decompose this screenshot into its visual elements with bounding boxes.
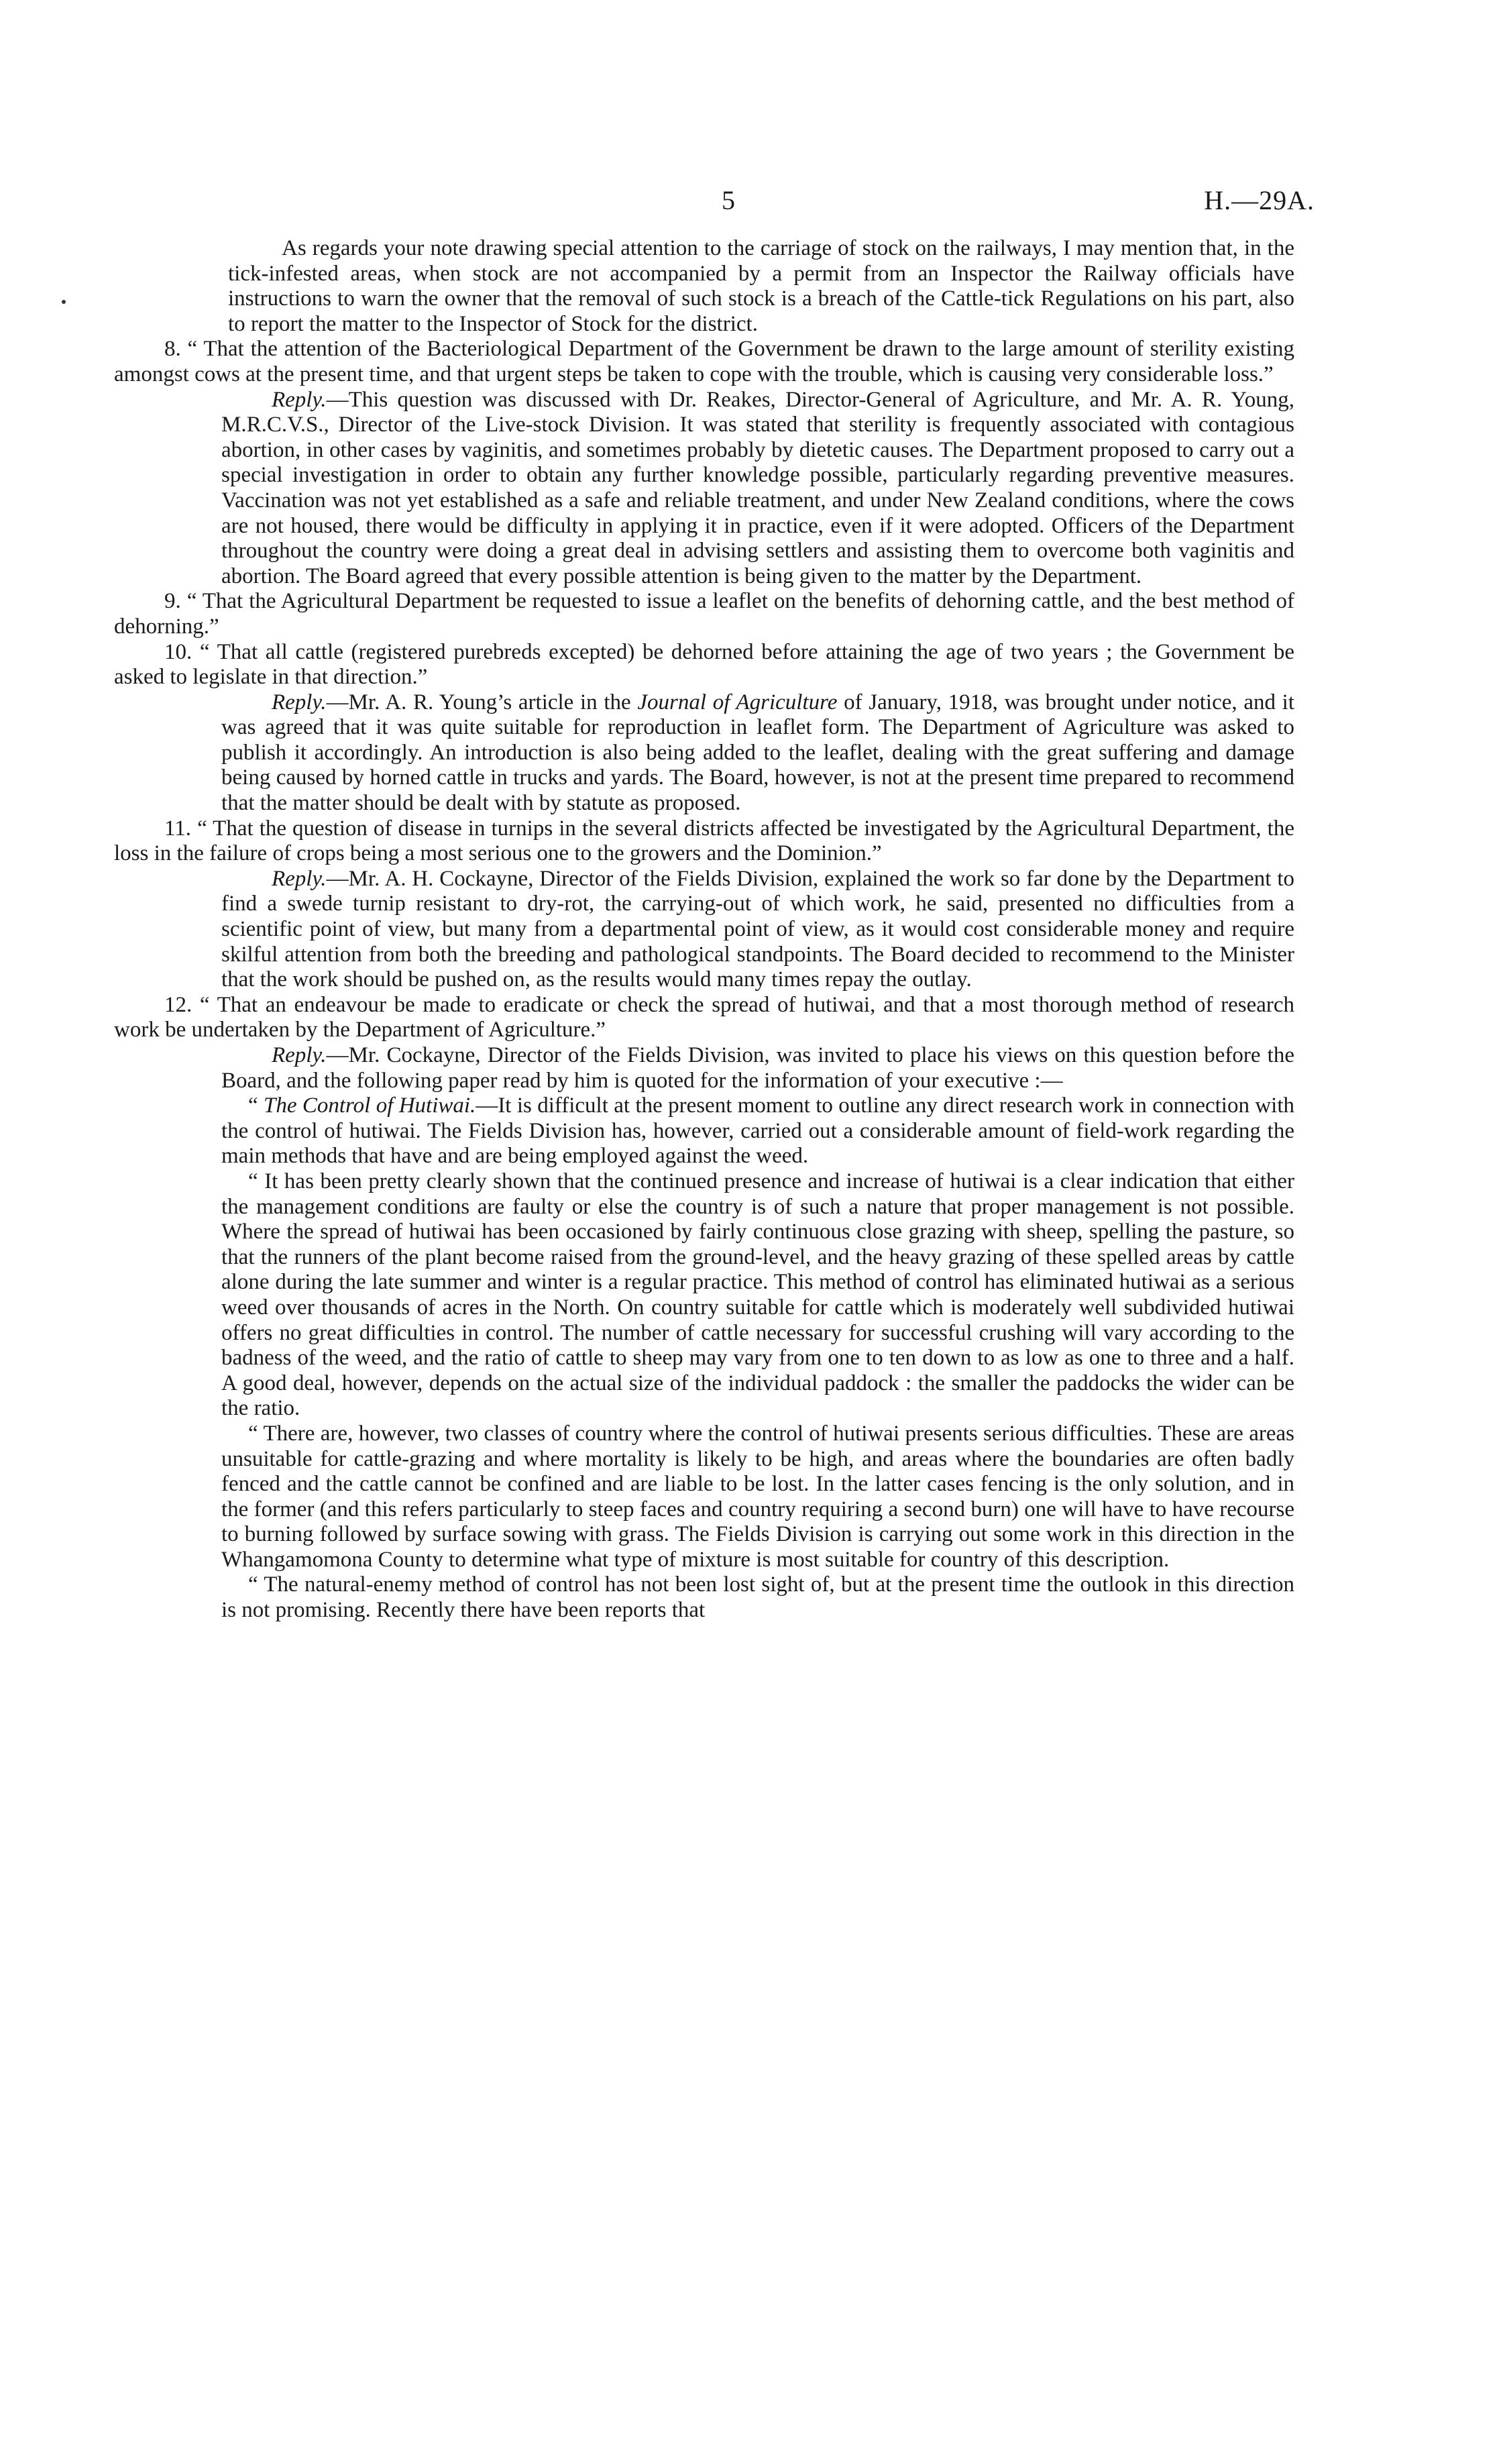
document-reference: H.—29A. [1204, 185, 1315, 215]
item-8: 8. “ That the attention of the Bacteriological Department of the Government be drawn to the large amount of sterility existing amongst cows at the present time, and that urgent steps be taken to cope with the trouble, which is causing very considerable loss.” [114, 337, 1294, 386]
reply-label: Reply. [272, 1043, 327, 1067]
reply-text: —Mr. A. R. Young’s article in the [326, 690, 638, 714]
quote-title: The Control of Hutiwai. [264, 1093, 476, 1118]
reply-11 [114, 867, 1294, 993]
reply-12 [114, 1043, 1294, 1093]
quote-paragraph-2: “ It has been pretty clearly shown that the continued presence and increase of hutiwai is a clear indication that either the management conditions are faulty or else the country is of such a nature that proper management is not possible. Where the spread of hutiwai has been occasioned by fairly continuous close grazing with sheep, spelling the pasture, so that the runners of the plant become raised from the ground-level, and the heavy grazing of these spelled areas by cattle alone during the late summer and winter is a regular practice. This method of control has eliminated hutiwai as a serious weed over thousands of acres in the North. On country suitable for cattle which is moderately well subdivided hutiwai offers no great difficulties in control. The number of cattle necessary for successful crushing will vary according to the badness of the weed, and the ratio of cattle to sheep may vary from one to ten down to as low as one to three and a half. A good deal, however, depends on the actual size of the individual paddock : the smaller the paddocks the wider can be the ratio. [221, 1169, 1294, 1421]
item-12: 12. “ That an endeavour be made to eradicate or check the spread of hutiwai, and that a most thorough method of research work be undertaken by the Department of Agriculture.” [114, 992, 1294, 1042]
quote-text: —It is difficult at the present moment to outline any direct research work in connection with the control of hutiwai. The Fields Division has, however, carried out a considerable amount of field-work regarding the main methods that have and are being employed against the weed. [221, 1093, 1294, 1169]
reply-text: —Mr. A. H. Cockayne, Director of the Fields Division, explained the work so far done by the Department to find a swede turnip resistant to dry-rot, the carrying-out of which work, he said, presented no difficulties from a scientific point of view, but many from a departmental point of view, as it would cost considerable money and require skilful attention from both the breeding and pathological standpoints. The Board decided to recommend to the Minister that the work should be pushed on, as the results would many times repay the outlay. [221, 866, 1294, 992]
item-11: 11. “ That the question of disease in turnips in the several districts affected be investigated by the Agricultural Department, the loss in the failure of crops being a most serious one to the growers and the Dominion.” [114, 816, 1294, 866]
quote-paragraph-4: “ The natural-enemy method of control has not been lost sight of, but at the present time the outlook in this direction is not promising. Recently there have been reports that [221, 1572, 1294, 1623]
reply-text: —This question was discussed with Dr. Reakes, Director-General of Agriculture, and Mr. A. R. Young, M.R.C.V.S., Director of the Live-stock Division. It was stated that sterility is frequently associated with contagious abortion, in other cases by vaginitis, and sometimes probably by dietetic causes. The Department proposed to carry out a special investigation in order to obtain any further knowledge possible, particularly regarding preventive measures. Vaccination was not yet established as a safe and reliable treatment, and under New Zealand conditions, where the cows are not housed, there would be difficulty in applying it in practice, even if it were adopted. Officers of the Department throughout the country were doing a great deal in advising settlers and assisting them to overcome both vaginitis and abortion. The Board agreed that every possible attention is being given to the matter by the Department. [221, 387, 1294, 588]
reply-text-cont: of January, 1918, was brought under notice, and it was agreed that it was quite suitable for reproduction in leaflet form. The Department of Agriculture was asked to publish it accordingly. An introduction is also being added to the leaflet, dealing with the great suffering and damage being caused by horned cattle in trucks and yards. The Board, however, is not at the present time prepared to recommend that the matter should be dealt with by statute as proposed. [221, 690, 1294, 816]
item-9: 9. “ That the Agricultural Department be requested to issue a leaflet on the benefits of dehorning cattle, and the best method of dehorning.” [114, 589, 1294, 639]
page-number: 5 [722, 185, 735, 215]
document-body [114, 236, 1294, 1623]
reply-8 [114, 388, 1294, 590]
intro-paragraph: As regards your note drawing special attention to the carriage of stock on the railways, I may mention that, in the tick-infested areas, when stock are not accompanied by a permit from an Inspector the Railway officials have instructions to warn the owner that the removal of such stock is a breach of the Cattle-tick Regulations on his part, also to report the matter to the Inspector of Stock for the district. [228, 236, 1294, 336]
quote-paragraph-1: “ The Control of Hutiwai.—It is difficult at the present moment to outline any direct research work in connection with the control of hutiwai. The Fields Division has, however, carried out a considerable amount of field-work regarding the main methods that have and are being employed against the weed. [221, 1093, 1294, 1169]
item-10: 10. “ That all cattle (registered purebreds excepted) be dehorned before attaining the age of two years ; the Government be asked to legislate in that direction.” [114, 639, 1294, 690]
margin-mark [62, 300, 66, 304]
reply-text: —Mr. Cockayne, Director of the Fields Division, was invited to place his views on this question before the Board, and the following paper read by him is quoted for the information of your executive :— [221, 1043, 1294, 1093]
reply-label: Reply. [272, 690, 327, 714]
reply-label: Reply. [272, 866, 327, 891]
reply-label: Reply. [272, 387, 327, 412]
journal-title: Journal of Agriculture [637, 690, 838, 714]
reply-10 [114, 690, 1294, 816]
quote-paragraph-3: “ There are, however, two classes of country where the control of hutiwai presents serious difficulties. These are areas unsuitable for cattle-grazing and where mortality is likely to be high, and areas where the boundaries are often badly fenced and the cattle cannot be confined and are liable to be lost. In the latter cases fencing is the only solution, and in the former (and this refers particularly to steep faces and country requiring a second burn) one will have to have recourse to burning followed by surface sowing with grass. The Fields Division is carrying out some work in this direction in the Whangamomona County to determine what type of mixture is most suitable for country of this description. [221, 1421, 1294, 1572]
